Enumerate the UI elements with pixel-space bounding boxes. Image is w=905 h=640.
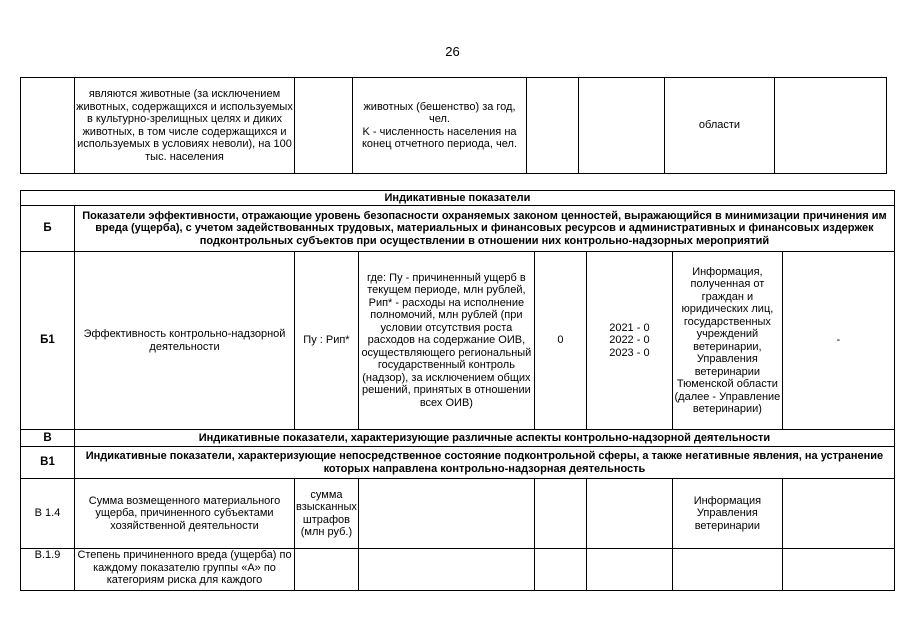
indicator-name: Сумма возмещенного материального ущерба, причиненного субъектами хозяйственной деятельности: [75, 479, 295, 549]
formula-description: [358, 479, 534, 549]
table-row-b1: [21, 252, 895, 430]
data-source: Информация, полученная от граждан и юридических лиц, государственных учреждений ветеринарии, Управления ветеринарии Тюменской области (далее - Управление ветеринарии): [672, 252, 782, 430]
target-values: 2021 - 0 2022 - 0 2023 - 0: [586, 252, 672, 430]
indicator-formula: Пу : Рип*: [295, 252, 359, 430]
cell-empty: [295, 78, 353, 174]
table-row: [21, 191, 895, 206]
responsible: [782, 479, 894, 549]
indicator-formula: сумма взысканных штрафов (млн руб.): [295, 479, 359, 549]
base-value: [534, 479, 586, 549]
responsible: -: [782, 252, 894, 430]
section-row-b: [21, 206, 895, 252]
section-row-v1: [21, 447, 895, 479]
table-row-v14: [21, 479, 895, 549]
table-row-v19: [21, 549, 895, 591]
formula-description: [358, 549, 534, 591]
cell-empty: [21, 78, 75, 174]
cell-empty: [579, 78, 665, 174]
row-code: Б1: [21, 252, 75, 430]
section-title: Индикативные показатели, характеризующие непосредственное состояние подконтрольной сферы, а также негативные явления, на устранение которых направлена контрольно-надзорная деятельность: [75, 447, 895, 479]
data-source: [672, 549, 782, 591]
cell-indicator-name: являются животные (за исключением животных, содержащихся и используемых в культурно-зрелищных целях и диких животных, в том числе содержащихся и используемых в условиях неволи), на 100 тыс. населения: [75, 78, 295, 174]
indicators-table: [20, 190, 895, 591]
section-title: Индикативные показатели, характеризующие различные аспекты контрольно-надзорной деятельности: [75, 430, 895, 447]
continuation-table: [20, 77, 887, 174]
base-value: 0: [534, 252, 586, 430]
cell-empty: [527, 78, 579, 174]
cell-source: области: [665, 78, 775, 174]
data-source: Информация Управления ветеринарии: [672, 479, 782, 549]
section-code: В: [21, 430, 75, 447]
section-row-v: [21, 430, 895, 447]
section-title: Показатели эффективности, отражающие уровень безопасности охраняемых законом ценностей, выражающийся в минимизации причинения им вреда (ущерба), с учетом задействованных трудовых, материальных и финансовых ресурсов и административных и финансовых издержек подконтрольных субъектов при осуществлении в отношении них контрольно-надзорных мероприятий: [75, 206, 895, 252]
responsible: [782, 549, 894, 591]
cell-empty: [775, 78, 887, 174]
continuation-row: [21, 78, 887, 174]
page-number: 26: [445, 44, 460, 59]
formula-description: где: Пу - причиненный ущерб в текущем периоде, млн рублей, Рип* - расходы на исполнение полномочий, млн рублей (при условии отсутствия роста расходов на содержание ОИВ, осуществляющего региональный государственный контроль (надзор), за исключением общих решений, принятых в отношении всех ОИВ): [358, 252, 534, 430]
target-values: [586, 479, 672, 549]
section-code: В1: [21, 447, 75, 479]
indicator-name: Степень причиненного вреда (ущерба) по каждому показателю группы «А» по категориям риска для каждого: [75, 549, 295, 591]
row-code: В 1.4: [21, 479, 75, 549]
indicator-formula: [295, 549, 359, 591]
indicative-header: Индикативные показатели: [21, 191, 895, 206]
target-values: [586, 549, 672, 591]
section-code: Б: [21, 206, 75, 252]
row-code: В.1.9: [21, 549, 75, 591]
base-value: [534, 549, 586, 591]
cell-formula-description: животных (бешенство) за год, чел. K - численность населения на конец отчетного периода, чел.: [353, 78, 527, 174]
indicator-name: Эффективность контрольно-надзорной деятельности: [75, 252, 295, 430]
